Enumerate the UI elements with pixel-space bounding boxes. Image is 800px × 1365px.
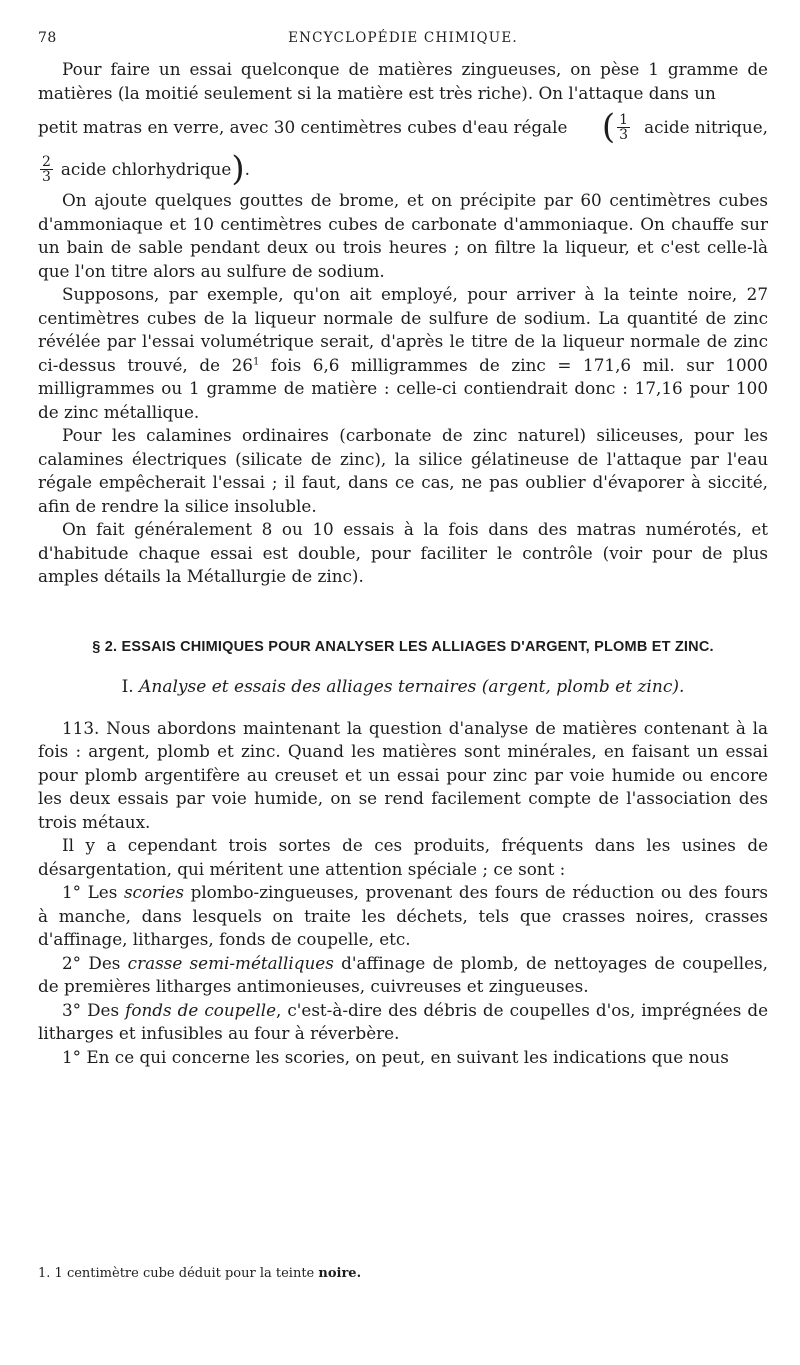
footnote-tail: noire. — [318, 1266, 362, 1281]
footnote — [38, 1266, 361, 1281]
list-item-text: d'affinage de plomb, de nettoyages de coupelles, de premières litharges antimonieuses, cuivreuses et zingueuses. — [38, 952, 768, 996]
list-item-text: , c'est-à-dire des débris de coupelles d'os, imprégnées de litharges et infusibles au four à réverbère. — [38, 999, 769, 1043]
footnote-ref[interactable]: 1 — [252, 355, 260, 367]
paragraph-3 — [38, 283, 768, 424]
fraction-two-thirds — [40, 155, 53, 184]
list-item-lead: 1° Les — [62, 882, 124, 902]
formula-text-acid: acide chlorhydrique — [60, 159, 232, 179]
fraction-group — [601, 107, 768, 147]
paragraph-3-text: Supposons, par exemple, qu'on ait employé, pour arriver à la teinte noire, 27 centimètres cubes de la liqueur normale de sulfure de sodium. La quantité de zinc révélée par l'essai volumétrique serait, d'après le titre de la liqueur normale de zinc ci-dessus trouvé, de 26 — [38, 284, 768, 375]
running-title: ENCYCLOPÉDIE CHIMIQUE. — [288, 30, 518, 46]
paragraph-4: Pour les calamines ordinaires (carbonate de zinc naturel) siliceuses, pour les calamines électriques (silicate de zinc), la silice gélatineuse de l'attaque par l'eau régale empêcherait l'essai ; il faut, dans ce cas, ne pas oublier d'évaporer à siccité, afin de rendre la silice insoluble. — [38, 425, 768, 516]
list-item-emphasis: crasse semi-métalliques — [127, 952, 334, 973]
fraction-one-third — [617, 113, 630, 142]
list-item — [38, 881, 768, 952]
list-item: 1° En ce qui concerne les scories, on peut, en suivant les indications que nous — [62, 1046, 729, 1067]
list-item-text: plombo-zingueuses, provenant des fours de réduction ou des fours à manche, dans lesquels on traite les déchets, tels que crasses noires, crasses d'affinage, litharges, fonds de coupelle, etc. — [38, 882, 768, 949]
paragraph-7: Il y a cependant trois sortes de ces produits, fréquents dans les usines de désargentation, qui méritent une attention spéciale ; ce sont : — [38, 835, 768, 879]
fraction-numerator: 2 — [42, 153, 51, 170]
fraction-denominator: 3 — [42, 168, 51, 185]
footnote-text: 1. 1 centimètre cube déduit pour la teinte — [38, 1266, 315, 1281]
section-title: § 2. ESSAIS CHIMIQUES POUR ANALYSER LES ALLIAGES D'ARGENT, PLOMB ET ZINC. — [92, 638, 714, 655]
list-item-lead: 2° Des — [62, 952, 128, 973]
page — [38, 30, 768, 1069]
list-item — [38, 999, 768, 1046]
list-item-emphasis: scories — [123, 882, 184, 902]
open-paren: ( — [601, 107, 616, 147]
formula-line-1 — [38, 105, 768, 149]
paragraph-6: 113. Nous abordons maintenant la question d'analyse de matières contenant à la fois : argent, plomb et zinc. Quand les matières sont minérales, en faisant un essai pour plomb argentifère au creuset et un essai pour zinc par voie humide ou encore les deux essais par voie humide, on se rend facilement compte de l'association des trois métaux. — [38, 717, 768, 832]
paragraph-3-text-cont: fois 6,6 milligrammes de zinc = 171,6 mil. sur 1000 milligrammes ou 1 gramme de matière : celle-ci contiendrait donc : 17,16 pour 100 de zinc métallique. — [38, 354, 768, 422]
page-header — [38, 30, 768, 58]
subsection-text: Analyse et essais des alliages ternaires (argent, plomb et zinc). — [139, 676, 685, 697]
list-item-emphasis: fonds de coupelle — [125, 999, 277, 1020]
subsection-title — [38, 677, 768, 697]
formula-text-after: acide nitrique, — [644, 117, 768, 137]
list-item — [38, 952, 768, 999]
fraction-denominator: 3 — [619, 126, 629, 143]
list-item-lead: 3° Des — [62, 999, 126, 1020]
formula-line-2: $\frac{2}{3}$ acide chlorhydrique ) . — [42, 149, 250, 189]
close-paren: ) — [231, 149, 245, 189]
page-number: 78 — [38, 30, 57, 46]
paragraph-5: On fait généralement 8 ou 10 essais à la fois dans des matras numérotés, et d'habitude chaque essai est double, pour faciliter le contrôle (voir pour de plus amples détails la Métallurgie de zinc). — [38, 519, 768, 586]
paragraph-1: Pour faire un essai quelconque de matières zingueuses, on pèse 1 gramme de matières (la moitié seulement si la matière est très riche). On l'attaque dans un — [38, 59, 768, 103]
paragraph-2: On ajoute quelques gouttes de brome, et on précipite par 60 centimètres cubes d'ammoniaque et 10 centimètres cubes de carbonate d'ammoniaque. On chauffe sur un bain de sable pendant deux ou trois heures ; on filtre la liqueur, et c'est celle-là que l'on titre alors au sulfure de sodium. — [38, 190, 768, 281]
formula-text-before: petit matras en verre, avec 30 centimètres cubes d'eau régale — [38, 117, 568, 137]
fraction-numerator: 1 — [619, 111, 629, 128]
subsection-number: I. — [121, 676, 134, 697]
